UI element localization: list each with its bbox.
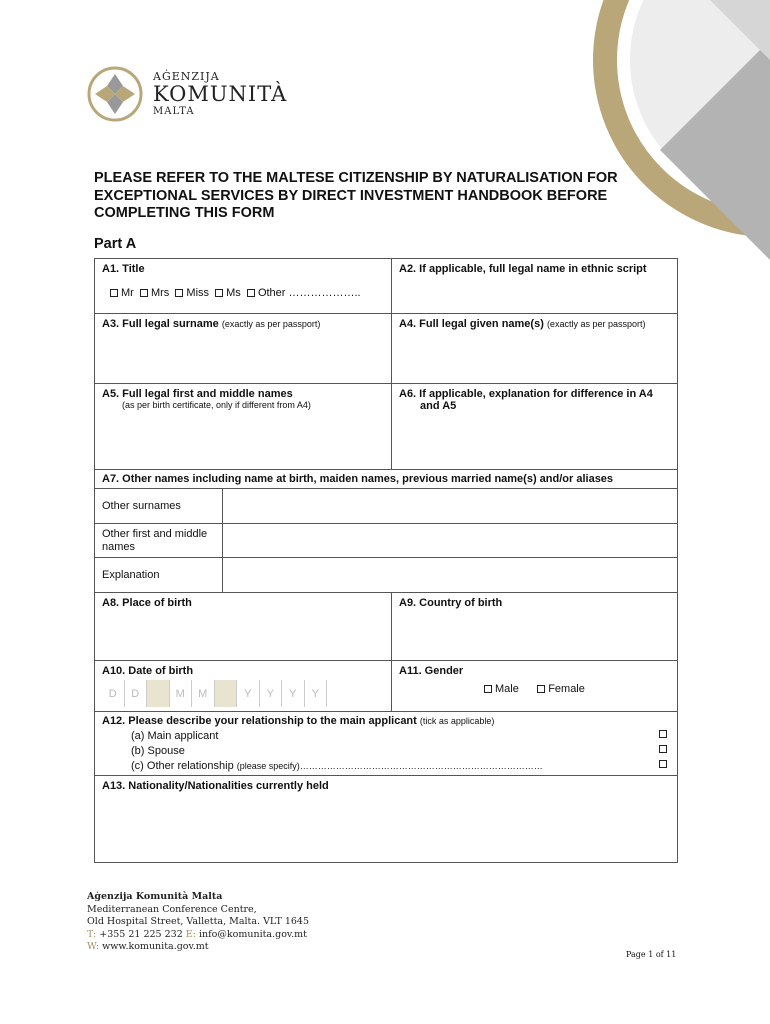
opt-miss: Miss [186,287,210,299]
dob-y3[interactable]: Y [282,680,305,707]
a6-label: A6. If applicable, explanation for difference in A4 [399,388,653,400]
a1-title-cell [95,259,392,313]
a7-other-names-input[interactable] [223,524,677,557]
a7-other-names-label: Other first and middle names [95,524,223,557]
a12-opt-c-note: (please specify)……………………………………………………………………… [236,760,543,771]
a7-explanation-input[interactable] [223,558,677,592]
a4-field[interactable] [392,314,677,383]
checkbox-other[interactable] [247,289,255,297]
opt-ms: Ms [226,287,241,299]
date-of-birth-input[interactable] [102,680,391,707]
a8-label: A8. Place of birth [102,597,192,609]
footer-website[interactable]: www.komunita.gov.mt [102,941,209,952]
dob-y4[interactable]: Y [305,680,328,707]
part-title: Part A [94,236,137,252]
a13-field[interactable] [95,776,677,862]
a12-note: (tick as applicable) [419,716,495,726]
dob-y1[interactable]: Y [237,680,260,707]
a7-other-surnames-input[interactable] [223,489,677,523]
footer-org: Aġenzija Komunità Malta [87,891,223,902]
a2-label: A2. If applicable, full legal name in ethnic script [399,263,647,275]
opt-mrs: Mrs [150,287,170,299]
a1-label: A1. Title [102,263,145,275]
a7-label: A7. Other names including name at birth, maiden names, previous married name(s) and/or aliases [102,473,614,485]
a8-field[interactable] [95,593,392,660]
footer-email[interactable]: info@komunita.gov.mt [198,928,307,940]
checkbox-mrs[interactable] [140,289,148,297]
checkbox-ms[interactable] [215,289,223,297]
a5-label: A5. Full legal first and middle names [102,388,293,400]
footer-addr1: Mediterranean Conference Centre, [87,903,257,915]
a3-note: (exactly as per passport) [221,319,321,329]
a12-opt-a-label: (a) Main applicant [131,729,219,742]
footer-t-label: T: [87,928,97,940]
page-number: Page 1 of 11 [626,950,677,959]
form-heading: PLEASE REFER TO THE MALTESE CITIZENSHIP BY NATURALISATION FOR EXCEPTIONAL SERVICES BY DIRECT INVESTMENT HANDBOOK BEFORE COMPLETING THIS FORM [94,170,618,221]
a13-label: A13. Nationality/Nationalities currently held [102,780,329,792]
a7-other-surnames-label: Other surnames [95,489,223,523]
a11-label: A11. Gender [399,665,464,677]
footer-address [87,891,309,954]
a12-label: A12. Please describe your relationship to the main applicant [102,715,417,727]
footer-w-label: W: [87,941,100,952]
a7-explanation-label: Explanation [95,558,223,592]
gender-male-label: Male [495,683,519,695]
a5-note: (as per birth certificate, only if different from A4) [122,400,311,410]
opt-mr: Mr [121,287,134,299]
a12-section [95,712,677,776]
a6-field[interactable] [392,384,677,469]
logo-emblem-icon [87,66,143,122]
checkbox-other-relationship[interactable] [659,760,667,768]
a9-label: A9. Country of birth [399,597,503,609]
a12-opt-c-label: (c) Other relationship [131,759,234,772]
checkbox-miss[interactable] [175,289,183,297]
a10-cell [95,661,392,711]
dob-m2[interactable]: M [192,680,215,707]
a1-options [102,287,384,299]
dob-m1[interactable]: M [170,680,193,707]
a11-cell [392,661,677,711]
dob-sep1 [147,680,170,707]
a5-field[interactable] [95,384,392,469]
checkbox-main-applicant[interactable] [659,730,667,738]
gender-female-label: Female [548,683,585,695]
logo-line2: KOMUNITÀ [153,82,288,106]
a12-option-spouse [95,743,677,758]
a3-label: A3. Full legal surname [102,318,219,330]
checkbox-female[interactable] [537,685,545,693]
checkbox-mr[interactable] [110,289,118,297]
a12-opt-b-label: (b) Spouse [131,744,185,757]
logo-line3: MALTA [153,106,195,118]
logo-line1: AĠENZIJA [153,69,220,83]
footer-phone: +355 21 225 232 [99,928,183,940]
a9-field[interactable] [392,593,677,660]
footer-addr2: Old Hospital Street, Valletta, Malta. VLT 1645 [87,916,310,927]
a4-label: A4. Full legal given name(s) [399,318,544,330]
a4-note: (exactly as per passport) [546,319,646,329]
dob-d2[interactable]: D [125,680,148,707]
dob-d1[interactable]: D [102,680,125,707]
a12-option-main [95,728,677,743]
dob-y2[interactable]: Y [260,680,283,707]
a6-label-cont: and A5 [420,400,457,412]
checkbox-male[interactable] [484,685,492,693]
agency-logo [87,66,287,122]
footer-e-label: E: [185,928,196,940]
dob-sep2 [215,680,238,707]
a3-field[interactable] [95,314,392,383]
part-a-form [94,258,678,863]
a2-field[interactable] [392,259,677,313]
a10-label: A10. Date of birth [102,665,194,677]
a12-option-other [95,758,677,773]
opt-other: Other ……………….. [257,287,361,299]
checkbox-spouse[interactable] [659,745,667,753]
